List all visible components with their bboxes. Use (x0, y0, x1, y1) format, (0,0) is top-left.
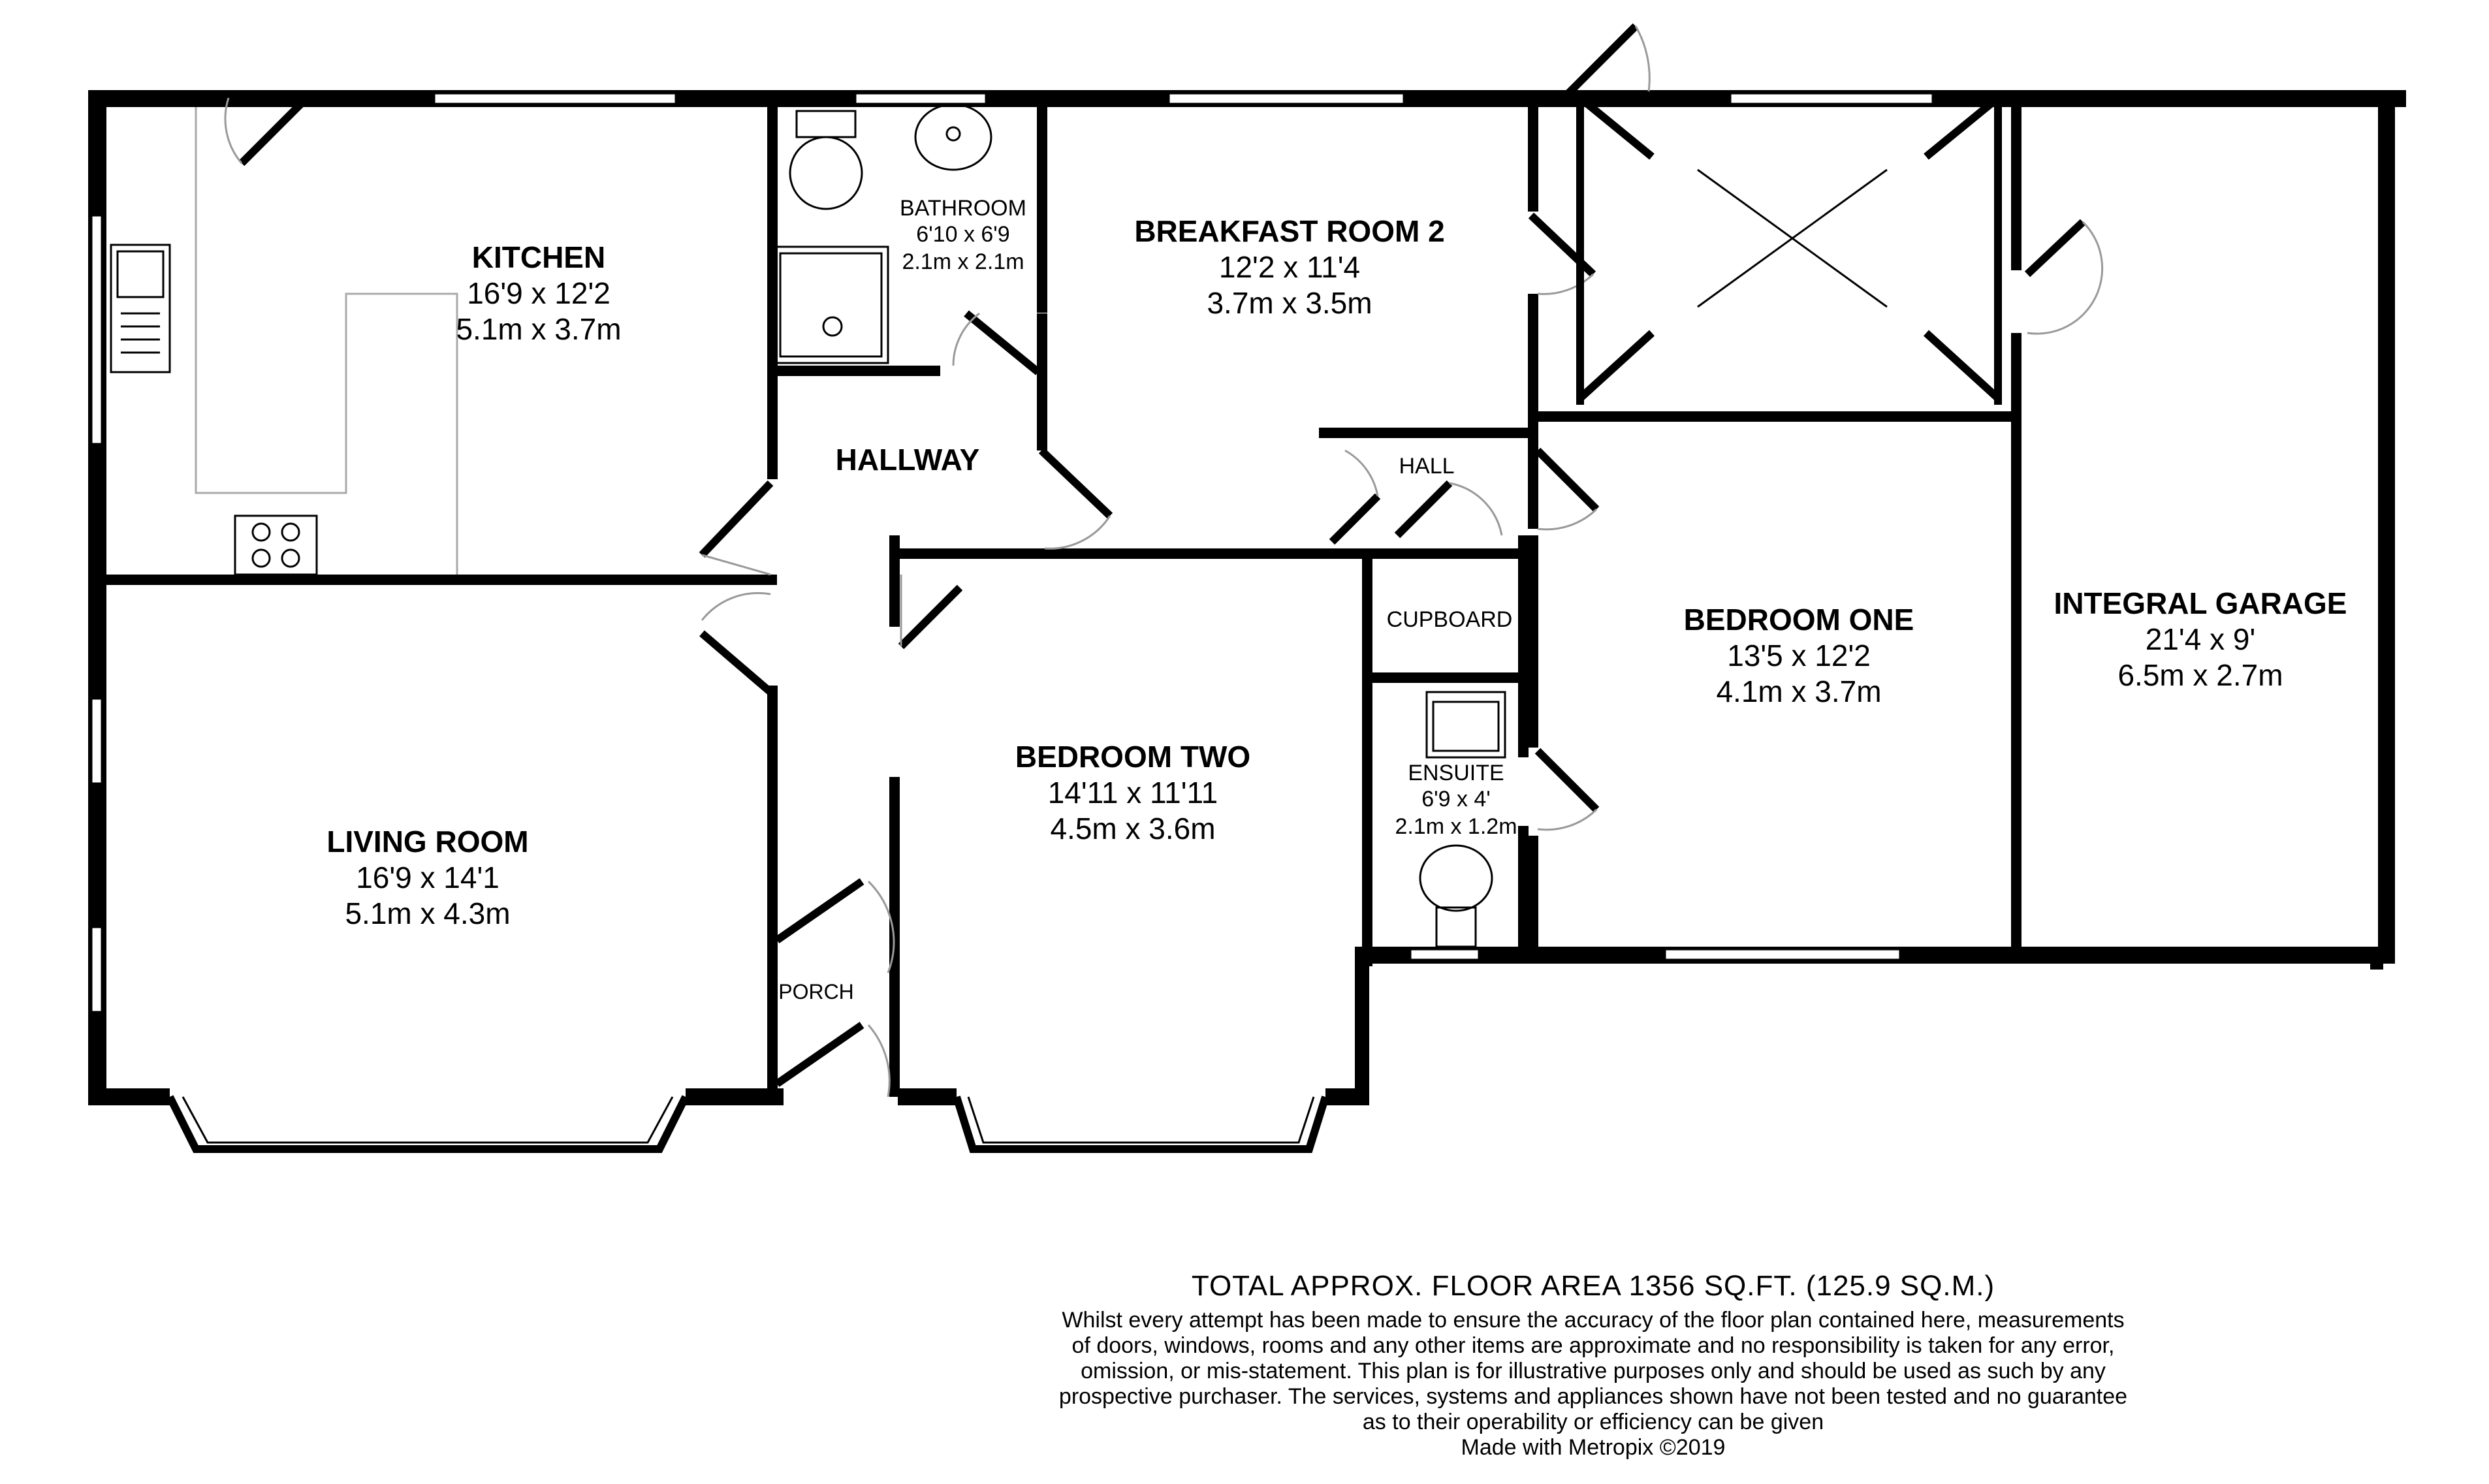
kitchen-name: KITCHEN (471, 240, 606, 274)
bedroom-one-imperial: 13'5 x 12'2 (1727, 639, 1871, 672)
breakfast-metric: 3.7m x 3.5m (1207, 286, 1372, 320)
bathroom-metric: 2.1m x 2.1m (902, 249, 1024, 274)
breakfast-window (1169, 93, 1404, 104)
breakfast-imperial: 12'2 x 11'4 (1218, 250, 1361, 284)
disclaimer-line: omission, or mis-statement. This plan is for illustrative purposes only and should be used as such by any (1081, 1359, 2106, 1383)
label-kitchen (456, 240, 621, 346)
cupboard-name: CUPBOARD (1386, 607, 1513, 632)
garage-metric: 6.5m x 2.7m (2117, 658, 2283, 692)
bathroom-name: BATHROOM (900, 196, 1026, 221)
hall-name: HALL (1399, 454, 1455, 479)
garage-door-marker (2370, 947, 2383, 970)
bedroom-two-name: BEDROOM TWO (1015, 740, 1251, 774)
label-bedroom-two (1015, 740, 1250, 845)
disclaimer-line: as to their operability or efficiency can be given (1362, 1410, 1824, 1434)
breakfast-name: BREAKFAST ROOM 2 (1134, 214, 1445, 248)
label-living (326, 825, 528, 930)
ensuite-metric: 2.1m x 1.2m (1395, 814, 1517, 839)
living-name: LIVING ROOM (326, 825, 529, 859)
living-metric: 5.1m x 4.3m (345, 896, 511, 930)
bathroom-toilet-icon (790, 111, 862, 209)
living-bay-window (170, 1097, 686, 1149)
bathroom-basin-icon (915, 104, 991, 170)
ensuite-window (1410, 949, 1479, 960)
bedroom-two-metric: 4.5m x 3.6m (1050, 812, 1216, 845)
ensuite-name: ENSUITE (1408, 761, 1504, 785)
bedroom-one-metric: 4.1m x 3.7m (1716, 674, 1882, 708)
label-bathroom (900, 196, 1026, 274)
ensuite-basin-icon (1427, 692, 1505, 757)
bedroom-one-name: BEDROOM ONE (1683, 603, 1914, 637)
label-breakfast (1134, 214, 1444, 320)
living-side-window-2 (91, 927, 102, 1012)
made-with-credit: Made with Metropix ©2019 (1461, 1435, 1726, 1460)
disclaimer-line: prospective purchaser. The services, systems and appliances shown have not been tested and no guarantee (1058, 1384, 2128, 1409)
doors (225, 26, 2102, 1097)
living-side-window-1 (91, 699, 102, 783)
bedroom-two-imperial: 14'11 x 11'11 (1047, 776, 1218, 810)
kitchen-metric: 5.1m x 3.7m (456, 312, 622, 346)
bathroom-window (855, 93, 986, 104)
kitchen-worktop (196, 107, 457, 575)
bedroom-two-bay-window (957, 1097, 1325, 1149)
kitchen-window (434, 93, 676, 104)
disclaimer-line: of doors, windows, rooms and any other items are approximate and no responsibility is taken for any error, (1071, 1333, 2115, 1358)
label-garage (2054, 586, 2347, 692)
shower-icon (774, 247, 888, 363)
hallway-name: HALLWAY (835, 443, 980, 477)
front-window (1730, 93, 1933, 104)
ensuite-imperial: 6'9 x 4' (1421, 787, 1491, 812)
label-ensuite (1395, 761, 1517, 839)
hob-icon (235, 516, 317, 575)
kitchen-imperial: 16'9 x 12'2 (467, 276, 610, 310)
porch-name: PORCH (778, 980, 854, 1003)
total-floor-area: TOTAL APPROX. FLOOR AREA 1356 SQ.FT. (125.9 SQ.M.) (1191, 1270, 1995, 1302)
porch-roof-cross (1698, 170, 1887, 307)
bathroom-imperial: 6'10 x 6'9 (916, 222, 1010, 247)
kitchen-side-window (91, 215, 102, 444)
label-bedroom-one (1684, 603, 1914, 708)
garage-name: INTEGRAL GARAGE (2053, 586, 2347, 620)
living-imperial: 16'9 x 14'1 (356, 860, 499, 894)
disclaimer-line: Whilst every attempt has been made to ensure the accuracy of the floor plan contained here, measurements (1062, 1308, 2125, 1333)
plan-footer (940, 1270, 2246, 1460)
ensuite-toilet-icon (1420, 845, 1492, 947)
bedroom-one-window (1665, 949, 1900, 960)
garage-imperial: 21'4 x 9' (2145, 622, 2256, 656)
kitchen-sink-icon (111, 245, 170, 372)
